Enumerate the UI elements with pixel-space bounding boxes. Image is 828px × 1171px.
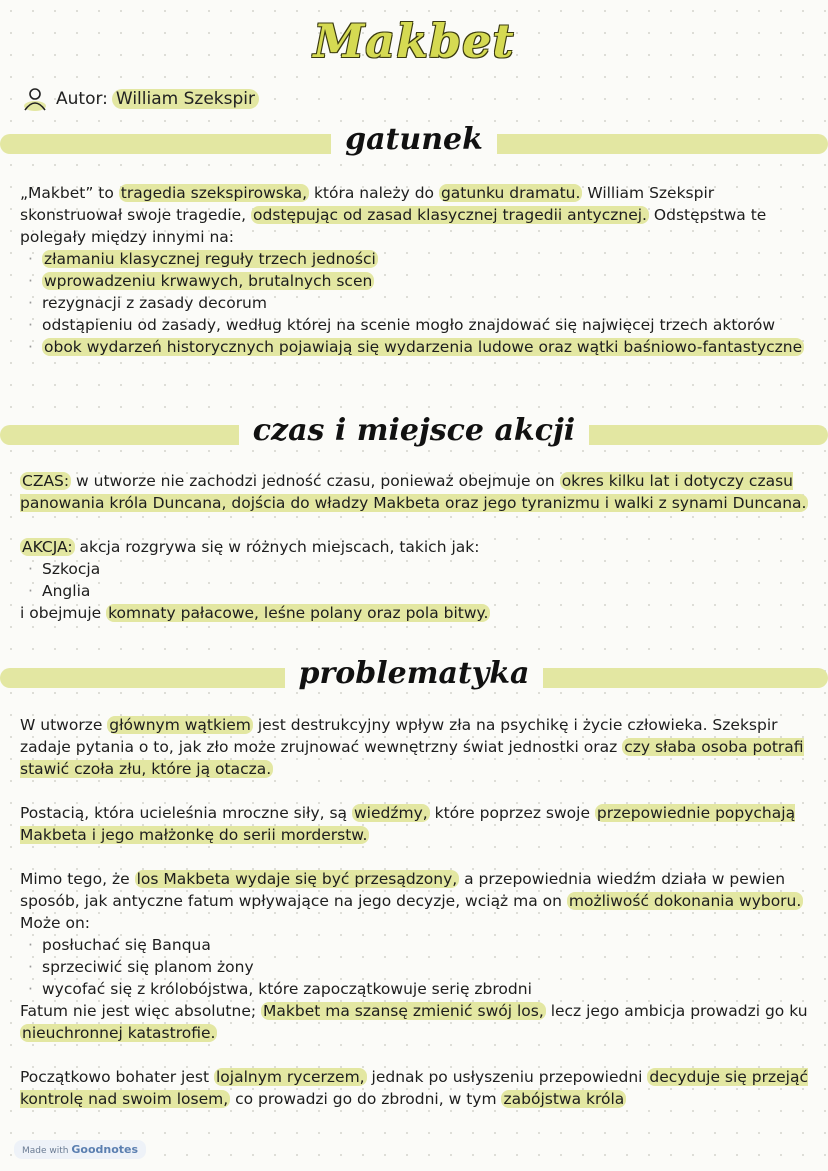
choices-list	[20, 934, 810, 1000]
section-heading-gatunek: gatunek	[0, 122, 828, 157]
problematyka-p1: W utworze głównym wątkiem jest destrukcyjny wpływ zła na psychikę i życie człowieka. Szekspir zadaje pytania o to, jak zło może zrujnować wewnętrzny świat jednostki oraz czy słaba osoba potrafi stawić czoła złu, które ją otacza.	[20, 716, 804, 778]
section-heading-problematyka: problematyka	[0, 656, 828, 691]
section-heading-czas: czas i miejsce akcji	[0, 413, 828, 448]
person-icon	[22, 86, 48, 112]
places-list	[20, 558, 810, 602]
czas-paragraph: CZAS: w utworze nie zachodzi jedność czasu, ponieważ obejmuje on okres kilku lat i dotyczy czasu panowania króla Duncana, dojścia do władzy Makbeta oraz jego tyranizmu i walki z synami Duncana.	[20, 472, 807, 512]
problematyka-body	[20, 714, 810, 1110]
author-name: William Szekspir	[112, 89, 259, 109]
gatunek-body	[20, 182, 810, 358]
author-label: Autor:	[56, 89, 108, 109]
akcja-end: i obejmuje komnaty pałacowe, leśne polany oraz pola bitwy.	[20, 604, 489, 622]
problematyka-p2: Postacią, która ucieleśnia mroczne siły, są wiedźmy, które poprzez swoje przepowiednie popychają Makbeta i jego małżonkę do serii morderstw.	[20, 804, 796, 844]
list-item: · posłuchać się Banqua	[42, 934, 810, 956]
list-item: · Anglia	[42, 580, 810, 602]
list-item: · Szkocja	[42, 558, 810, 580]
list-item: · rezygnacji z zasady decorum	[42, 292, 810, 314]
list-item: · złamaniu klasycznej reguły trzech jedności	[42, 248, 810, 270]
czas-body	[20, 470, 810, 624]
list-item: · sprzeciwić się planom żony	[42, 956, 810, 978]
gatunek-list	[20, 248, 810, 358]
problematyka-p4: Fatum nie jest więc absolutne; Makbet ma szansę zmienić swój los, lecz jego ambicja prowadzi go ku nieuchronnej katastrofie.	[20, 1002, 808, 1042]
made-with-badge: Made with Goodnotes	[14, 1140, 146, 1159]
problematyka-p5: Początkowo bohater jest lojalnym rycerzem, jednak po usłyszeniu przepowiedni decyduje się przejąć kontrolę nad swoim losem, co prowadzi go do zbrodni, w tym zabójstwa króla	[20, 1068, 808, 1108]
list-item: · wprowadzeniu krwawych, brutalnych scen	[42, 270, 810, 292]
list-item: · wycofać się z królobójstwa, które zapoczątkowuje serię zbrodni	[42, 978, 810, 1000]
author-line	[22, 86, 259, 112]
gatunek-intro: „Makbet” to tragedia szekspirowska, która należy do gatunku dramatu. William Szekspir skonstruował swoje tragedie, odstępując od zasad klasycznej tragedii antycznej. Odstępstwa te polegały między innymi na:	[20, 184, 767, 246]
list-item: · obok wydarzeń historycznych pojawiają się wydarzenia ludowe oraz wątki baśniowo-fantastyczne	[42, 336, 810, 358]
akcja-paragraph: AKCJA: akcja rozgrywa się w różnych miejscach, takich jak:	[22, 538, 480, 556]
page-title: Makbet	[313, 14, 515, 68]
list-item: · odstąpieniu od zasady, według której na scenie mogło znajdować się najwięcej trzech aktorów	[42, 314, 810, 336]
problematyka-p3: Mimo tego, że los Makbeta wydaje się być przesądzony, a przepowiednia wiedźm działa w pewien sposób, jak antyczne fatum wpływające na jego decyzje, wciąż ma on możliwość dokonania wyboru. Może on:	[20, 870, 802, 932]
